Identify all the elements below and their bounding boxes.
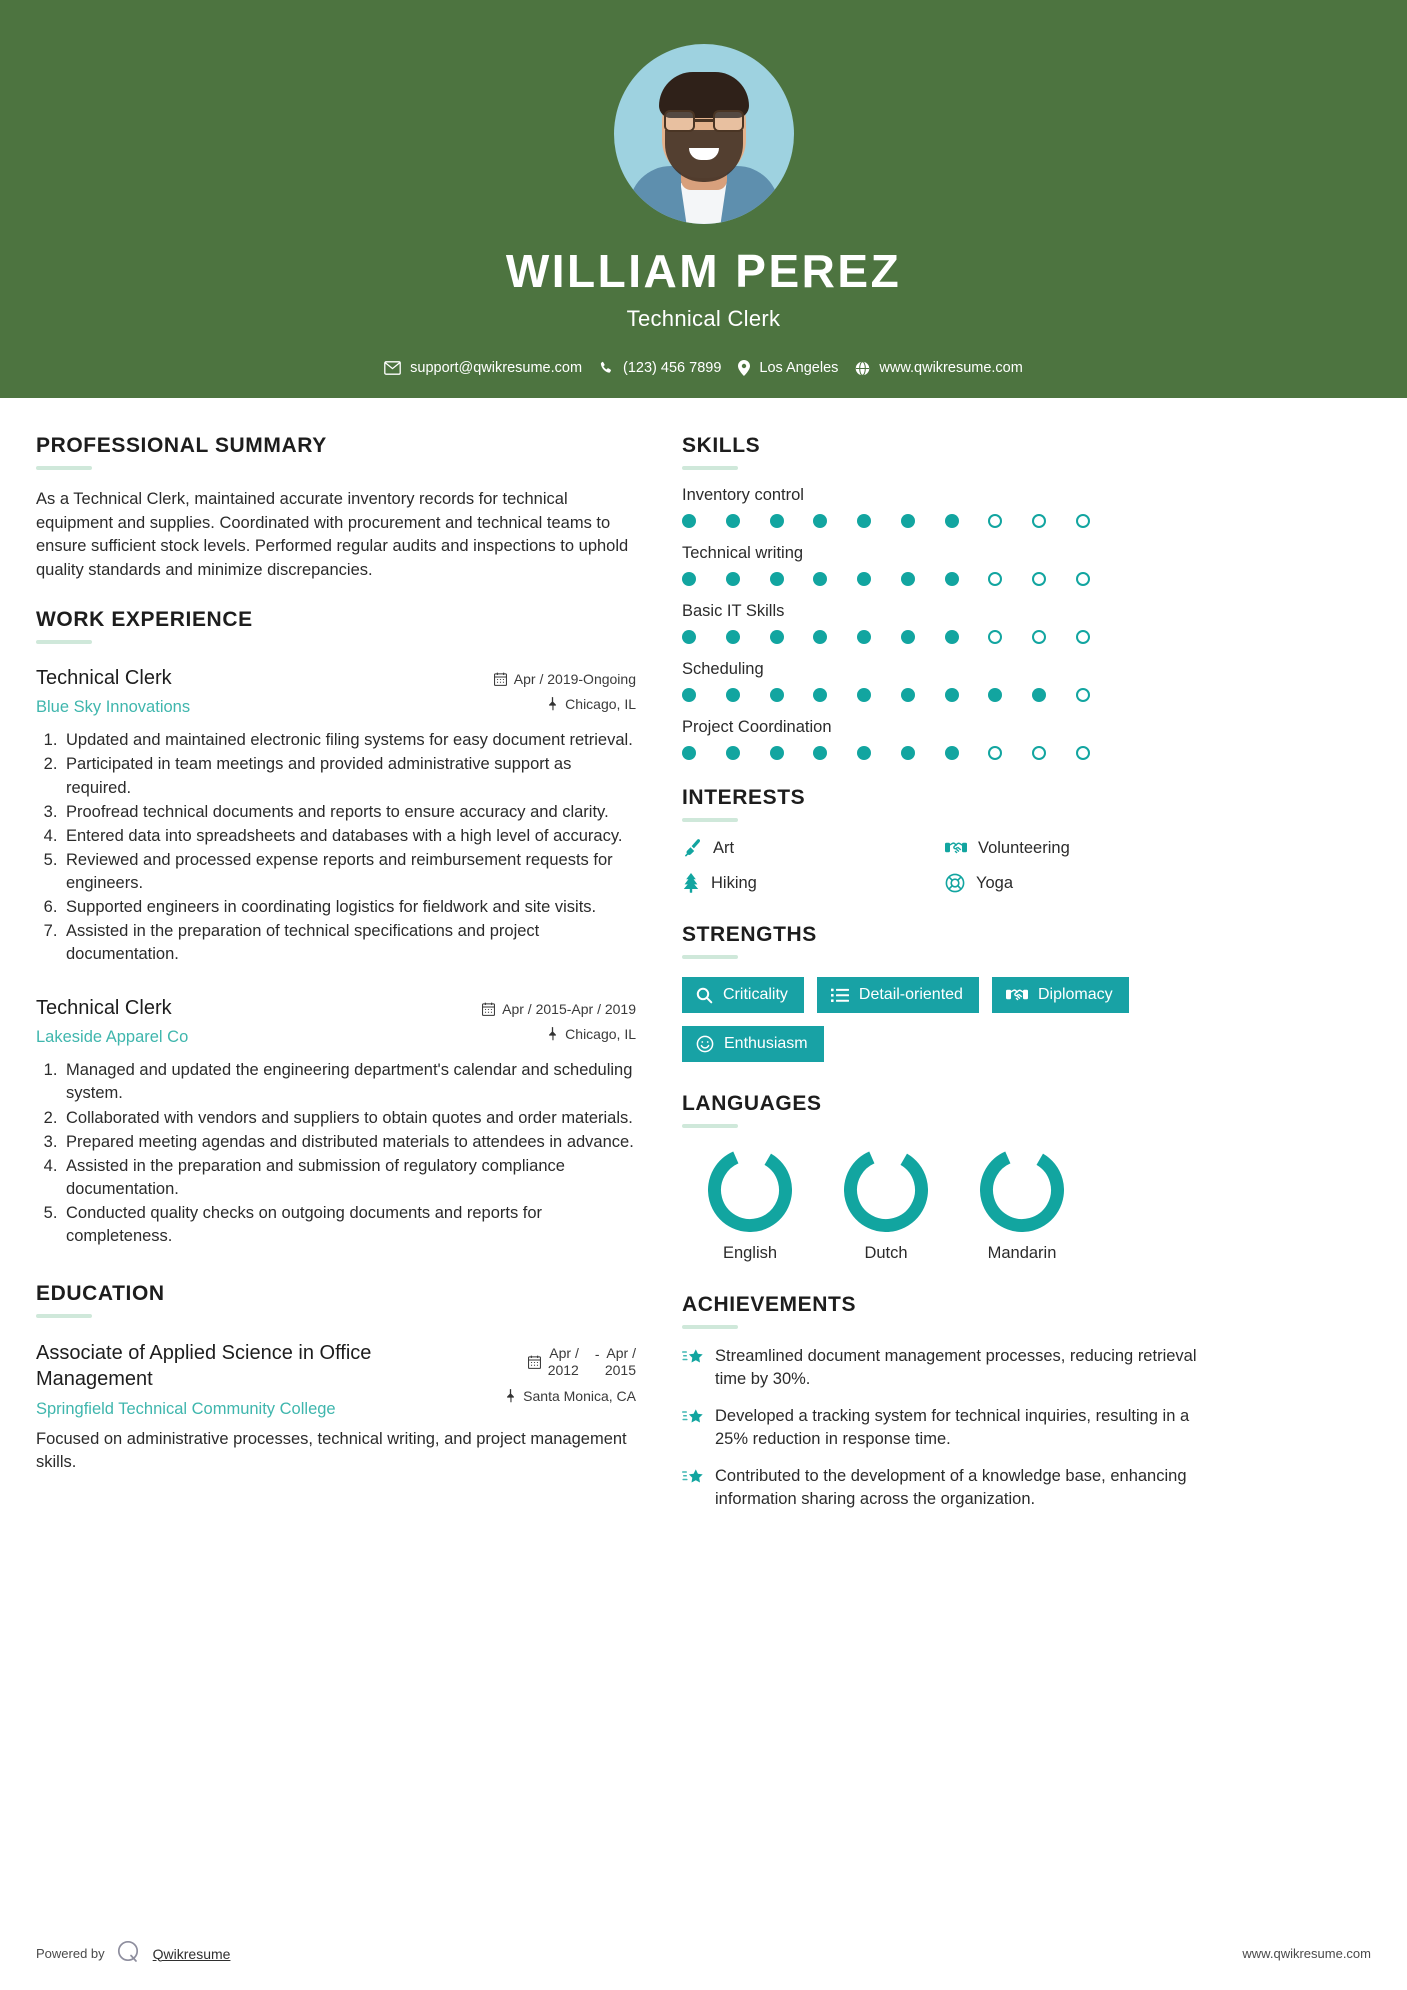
work-location-text: Chicago, IL [565,696,636,713]
work-bullet: 3. Prepared meeting agendas and distributed materials to attendees in advance. [62,1131,636,1154]
contact-phone[interactable] [599,360,721,376]
section-skills [682,434,1202,760]
rating-dot-filled [945,630,959,644]
skill-name: Basic IT Skills [682,602,785,620]
rating-dot-filled [1032,688,1046,702]
section-professional-summary [36,434,636,582]
work-bullets [36,729,636,966]
achievement-text: Streamlined document management processes, reducing retrieval time by 30%. [715,1347,1197,1389]
calendar-icon [494,672,507,686]
powered-by [36,1939,230,1968]
pin-icon [547,697,558,711]
work-bullet: 1. Updated and maintained electronic filing systems for easy document retrieval. [62,729,636,752]
skill-rating [682,630,1090,644]
interest-label: Yoga [976,873,1014,892]
rating-dot-filled [901,688,915,702]
globe-icon [855,361,870,376]
pin-icon [547,1027,558,1041]
footer-url: www.qwikresume.com [1242,1946,1371,1961]
rating-dot-filled [770,630,784,644]
section-rule [682,1325,738,1329]
section-rule [36,1314,92,1318]
section-interests [682,786,1202,893]
rating-dot-filled [813,688,827,702]
work-job-title: Technical Clerk [36,667,172,690]
rating-dot-empty [988,630,1002,644]
achievement-text: Developed a tracking system for technical inquiries, resulting in a 25% reduction in response time. [715,1407,1190,1449]
strength-badge-enthusiasm [682,1026,824,1062]
work-meta [482,996,636,1042]
work-bullet: 3. Proofread technical documents and reports to ensure accuracy and clarity. [62,801,636,824]
section-rule [682,1124,738,1128]
job-role-subtitle: Technical Clerk [626,306,781,331]
rating-dot-filled [682,688,696,702]
rating-dot-filled [901,630,915,644]
rating-dot-filled [770,746,784,760]
work-dates-text: Apr / 2015-Apr / 2019 [502,1001,636,1018]
qwikresume-logo-icon [116,1939,142,1968]
rating-dot-empty [988,514,1002,528]
work-bullet: 4. Entered data into spreadsheets and databases with a high level of accuracy. [62,825,636,848]
rating-dot-filled [901,746,915,760]
skill-name: Inventory control [682,486,804,504]
summary-text: As a Technical Clerk, maintained accurate inventory records for technical equipment and supplies. Coordinated with procurement and technical teams to ensure sufficient stock levels. Performed regular audits and inspections to uphold quality standards and minimize discrepancies. [36,490,629,579]
rating-dot-filled [770,688,784,702]
languages-list [682,1148,1202,1263]
work-bullet: 6. Supported engineers in coordinating logistics for fieldwork and site visits. [62,896,636,919]
contact-website[interactable] [855,360,1022,376]
paintbrush-icon [682,838,702,858]
calendar-icon [528,1355,541,1369]
achievement-item [682,1345,1202,1391]
rating-dot-empty [1076,514,1090,528]
qwikresume-link[interactable]: Qwikresume [152,1945,231,1962]
skill-rating [682,746,1090,760]
skill-rating [682,688,1090,702]
work-dates [482,1001,636,1017]
interest-item [682,838,939,858]
rating-dot-filled [726,688,740,702]
shooting-star-icon [682,1465,704,1488]
work-bullets [36,1059,636,1248]
work-dates [494,671,636,687]
rating-dot-filled [901,514,915,528]
skill-rating [682,572,1090,586]
language-item [682,1148,818,1263]
rating-dot-empty [988,746,1002,760]
rating-dot-filled [726,572,740,586]
rating-dot-empty [1076,630,1090,644]
rating-dot-filled [682,514,696,528]
section-rule [36,466,92,470]
handshake-icon [1006,986,1028,1004]
shooting-star-icon [682,1405,704,1428]
rating-dot-filled [770,572,784,586]
rating-dot-filled [813,514,827,528]
language-item [954,1148,1090,1263]
strength-label: Enthusiasm [724,1035,808,1052]
rating-dot-filled [813,630,827,644]
rating-dot-filled [945,746,959,760]
work-bullet: 4. Assisted in the preparation and submission of regulatory compliance documentation. [62,1155,636,1201]
section-heading-summary: PROFESSIONAL SUMMARY [36,434,327,457]
work-bullet: 5. Reviewed and processed expense reports and reimbursement requests for engineers. [62,849,636,895]
rating-dot-empty [1032,572,1046,586]
contact-website-text: www.qwikresume.com [879,360,1023,376]
interests-grid [682,838,1202,893]
language-label: Dutch [864,1244,908,1262]
education-school[interactable]: Springfield Technical Community College [36,1400,336,1419]
interest-label: Volunteering [978,838,1070,857]
handshake-icon [945,839,967,857]
section-rule [682,818,738,822]
section-heading-languages: LANGUAGES [682,1092,822,1115]
phone-icon [599,361,614,376]
skill-name: Project Coordination [682,718,832,736]
work-company[interactable]: Lakeside Apparel Co [36,1028,189,1047]
rating-dot-empty [1032,746,1046,760]
education-location-text: Santa Monica, CA [523,1387,636,1404]
rating-dot-empty [1076,746,1090,760]
rating-dot-filled [682,630,696,644]
search-icon [696,987,713,1004]
education-start-year: 2012 [547,1361,579,1378]
section-achievements [682,1293,1202,1512]
work-location-text: Chicago, IL [565,1026,636,1043]
education-description: Focused on administrative processes, technical writing, and project management skills. [36,1430,627,1472]
achievement-item [682,1405,1202,1451]
skill-item [682,544,1202,586]
strengths-list [682,977,1202,1062]
rating-dot-filled [726,630,740,644]
skills-list [682,486,1202,760]
interest-label: Hiking [711,873,757,892]
language-label: English [722,1244,778,1262]
section-languages [682,1092,1202,1263]
achievement-item [682,1465,1202,1511]
work-dates-text: Apr / 2019-Ongoing [513,671,636,688]
contact-email-text: support@qwikresume.com [410,360,583,376]
achievement-text: Contributed to the development of a knowledge base, enhancing information sharing across the organization. [715,1467,1187,1509]
rating-dot-filled [945,688,959,702]
section-heading-interests: INTERESTS [682,786,806,809]
education-start-month: Apr / [549,1345,579,1362]
rating-dot-filled [726,746,740,760]
resume-header [0,0,1407,398]
contact-location-text: Los Angeles [759,360,839,376]
right-column [682,434,1202,1911]
language-label: Mandarin [987,1244,1057,1262]
work-bullet: 5. Conducted quality checks on outgoing documents and reports for completeness. [62,1202,636,1248]
interest-label: Art [713,838,735,857]
avatar [614,44,794,224]
resume-body [0,398,1407,1911]
envelope-icon [384,361,401,375]
education-meta [505,1340,636,1404]
rating-dot-filled [813,572,827,586]
map-pin-icon [738,360,750,376]
section-heading-strengths: STRENGTHS [682,923,817,946]
rating-dot-filled [945,572,959,586]
work-location [482,1026,636,1042]
education-degree: Associate of Applied Science in Office Management [36,1342,372,1391]
rating-dot-empty [1032,514,1046,528]
rating-dot-filled [857,688,871,702]
strength-label: Detail-oriented [858,986,963,1003]
education-entry [36,1340,636,1474]
language-progress-ring [708,1148,792,1232]
strength-badge-criticality [682,977,804,1013]
skill-name: Scheduling [682,660,764,678]
section-education [36,1282,636,1474]
rating-dot-filled [857,630,871,644]
rating-dot-filled [988,688,1002,702]
footer [0,1911,1407,1990]
strength-badge-detail-oriented [817,977,979,1013]
calendar-icon [482,1002,495,1016]
skill-name: Technical writing [682,544,804,562]
work-bullet: 2. Collaborated with vendors and suppliers to obtain quotes and order materials. [62,1107,636,1130]
skill-item [682,718,1202,760]
section-heading-achievements: ACHIEVEMENTS [682,1293,857,1316]
rating-dot-filled [682,746,696,760]
rating-dot-filled [857,514,871,528]
skill-rating [682,514,1090,528]
work-bullet: 2. Participated in team meetings and provided administrative support as required. [62,753,636,799]
rating-dot-filled [857,572,871,586]
work-company[interactable]: Blue Sky Innovations [36,698,191,717]
contact-row [384,360,1023,376]
rating-dot-filled [682,572,696,586]
section-strengths [682,923,1202,1062]
skill-item [682,486,1202,528]
education-end-month: Apr / [606,1345,636,1362]
rating-dot-empty [1032,630,1046,644]
contact-phone-text: (123) 456 7899 [623,360,722,376]
rating-dot-filled [901,572,915,586]
education-dates [505,1345,636,1379]
skill-item [682,602,1202,644]
section-heading-education: EDUCATION [36,1282,165,1306]
section-rule [682,466,738,470]
powered-by-label: Powered by [36,1946,105,1961]
rating-dot-empty [1076,572,1090,586]
contact-location [738,360,838,376]
shooting-star-icon [682,1345,704,1368]
rating-dot-filled [813,746,827,760]
tree-icon [682,873,700,893]
rating-dot-filled [857,746,871,760]
interest-item [945,873,1202,893]
pin-icon [505,1389,516,1403]
section-heading-skills: SKILLS [682,434,761,457]
smiley-icon [696,1035,714,1053]
work-meta [494,666,636,712]
rating-dot-filled [770,514,784,528]
strength-badge-diplomacy [992,977,1129,1013]
work-bullet: 7. Assisted in the preparation of technical specifications and project documentation. [62,920,636,966]
lifebuoy-icon [945,873,965,893]
list-icon [831,988,849,1003]
page-title: WILLIAM PEREZ [505,245,902,297]
contact-email[interactable] [384,360,582,376]
section-work-experience [36,608,636,1248]
section-rule [682,955,738,959]
language-progress-ring [980,1148,1064,1232]
rating-dot-filled [945,514,959,528]
language-item [818,1148,954,1263]
work-location [494,696,636,712]
work-job-title: Technical Clerk [36,997,172,1020]
interest-item [945,838,1202,858]
education-location [505,1388,636,1404]
strength-label: Criticality [723,986,788,1003]
rating-dot-empty [988,572,1002,586]
work-entry [36,666,636,966]
section-rule [36,640,92,644]
left-column [36,434,636,1911]
section-heading-work: WORK EXPERIENCE [36,608,253,632]
rating-dot-filled [726,514,740,528]
rating-dot-empty [1076,688,1090,702]
interest-item [682,873,939,893]
skill-item [682,660,1202,702]
education-end-year: 2015 [604,1361,636,1378]
language-progress-ring [844,1148,928,1232]
work-bullet: 1. Managed and updated the engineering department's calendar and scheduling system. [62,1059,636,1105]
strength-label: Diplomacy [1037,986,1113,1003]
work-entry [36,996,636,1248]
